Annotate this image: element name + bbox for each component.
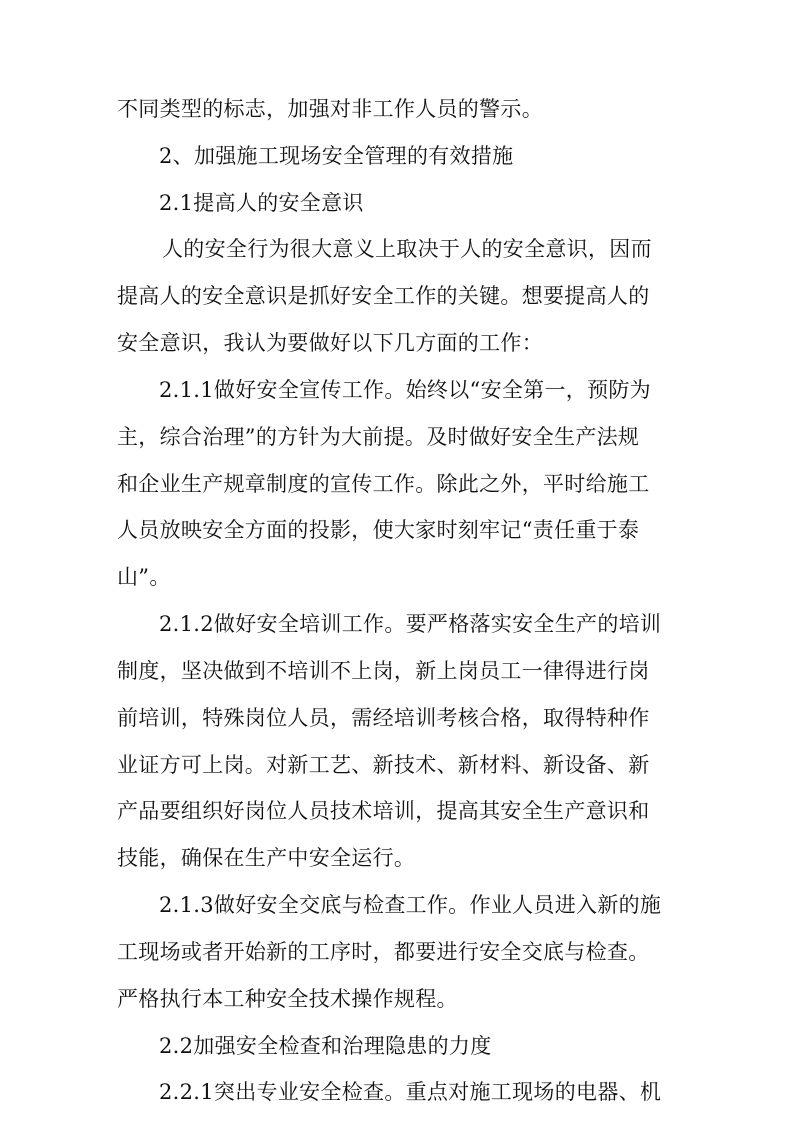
body-text-line: 工现场或者开始新的工序时，都要进行安全交底与检查。 xyxy=(117,940,650,964)
body-text-line: 2.1.2做好安全培训工作。要严格落实安全生产的培训 xyxy=(159,612,662,636)
section-heading: 2、加强施工现场安全管理的有效措施 xyxy=(159,144,514,168)
subsection-heading: 2.1提高人的安全意识 xyxy=(159,191,364,215)
body-text-line: 技能，确保在生产中安全运行。 xyxy=(117,846,416,870)
body-text-line: 业证方可上岗。对新工艺、新技术、新材料、新设备、新 xyxy=(117,753,650,777)
body-text-line: 提高人的安全意识是抓好安全工作的关键。想要提高人的 xyxy=(117,284,650,308)
body-text-line: 和企业生产规章制度的宣传工作。除此之外，平时给施工 xyxy=(117,472,650,496)
body-text-line: 人的安全行为很大意义上取决于人的安全意识，因而 xyxy=(162,237,652,261)
body-text-line: 不同类型的标志，加强对非工作人员的警示。 xyxy=(117,97,543,121)
body-text-line: 安全意识，我认为要做好以下几方面的工作： xyxy=(117,331,543,355)
body-text-line: 山”。 xyxy=(117,565,171,589)
body-text-line: 主，综合治理”的方针为大前提。及时做好安全生产法规 xyxy=(117,425,640,449)
body-text-line: 人员放映安全方面的投影，使大家时刻牢记“责任重于泰 xyxy=(117,518,640,542)
body-text-line: 2.2.1突出专业安全检查。重点对施工现场的电器、机 xyxy=(159,1080,662,1104)
subsection-heading: 2.2加强安全检查和治理隐患的力度 xyxy=(159,1034,492,1058)
body-text-line: 前培训，特殊岗位人员，需经培训考核合格，取得特种作 xyxy=(117,706,650,730)
body-text-line: 2.1.1做好安全宣传工作。始终以“安全第一，预防为 xyxy=(159,378,651,402)
body-text-line: 严格执行本工种安全技术操作规程。 xyxy=(117,987,458,1011)
body-text-line: 产品要组织好岗位人员技术培训，提高其安全生产意识和 xyxy=(117,799,650,823)
body-text-line: 2.1.3做好安全交底与检查工作。作业人员进入新的施 xyxy=(159,893,662,917)
body-text-line: 制度，坚决做到不培训不上岗，新上岗员工一律得进行岗 xyxy=(117,659,650,683)
